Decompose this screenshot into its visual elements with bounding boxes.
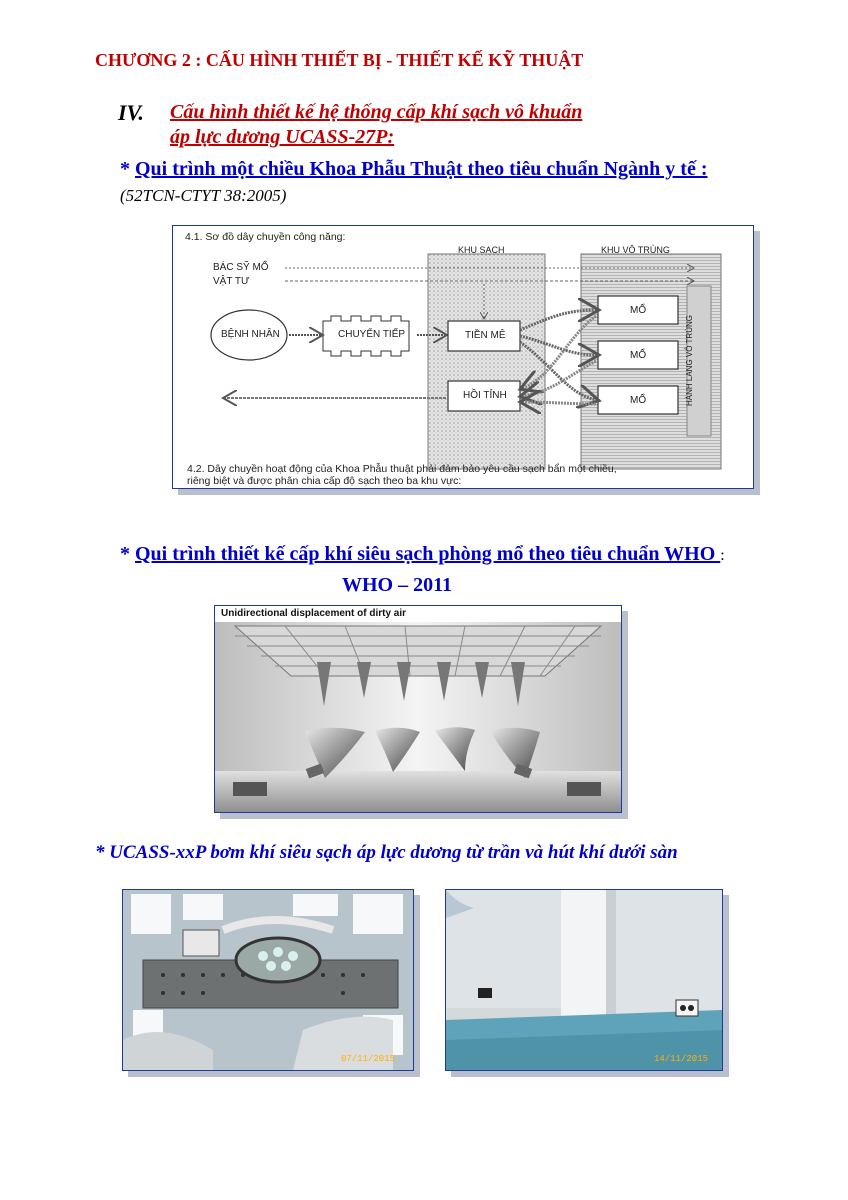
diagram-note-line1: 4.2. Dây chuyền hoạt động của Khoa Phẫu thuật phải đảm bảo yêu cầu sạch bẩn một chiều, bbox=[187, 463, 617, 475]
process1-standard: (52TCN-CTYT 38:2005) bbox=[120, 186, 287, 205]
pre-anesthesia-label: TIỀN MÊ bbox=[465, 330, 506, 341]
process2-title: Qui trình thiết kế cấp khí siêu sạch phòng mổ theo tiêu chuẩn WHO bbox=[135, 543, 721, 565]
or-room-2-label: MỔ bbox=[630, 350, 647, 361]
recovery-label: HỒI TỈNH bbox=[463, 390, 507, 401]
process1-heading bbox=[120, 158, 820, 181]
section-title bbox=[170, 100, 690, 150]
supplies-label: VẬT TƯ bbox=[213, 276, 250, 287]
workflow-diagram bbox=[172, 225, 754, 489]
process2-bullet: * bbox=[120, 543, 135, 565]
process2-trail: : bbox=[720, 547, 725, 564]
transfer-label: CHUYỂN TIẾP bbox=[338, 329, 406, 340]
diagram-note-line2: riêng biệt và được phân chia cấp độ sạch theo ba khu vực: bbox=[187, 475, 462, 487]
ceiling-photo bbox=[122, 889, 414, 1071]
or-room-1-label: MỔ bbox=[630, 305, 647, 316]
section-number: IV. bbox=[118, 100, 144, 125]
ceiling-photo-graphic bbox=[123, 890, 413, 1070]
diagram-heading: 4.1. Sơ đồ dây chuyền công năng: bbox=[185, 231, 346, 243]
process1-title: Qui trình một chiều Khoa Phẫu Thuật theo tiêu chuẩn Ngành y tế : bbox=[135, 158, 708, 180]
left-photo-date: 07/11/2015 bbox=[340, 1054, 395, 1064]
process1-bullet: * bbox=[120, 158, 135, 180]
process2-heading bbox=[120, 543, 820, 566]
who-airflow-graphic bbox=[215, 606, 621, 812]
who-airflow-image bbox=[214, 605, 622, 813]
patient-label: BỆNH NHÂN bbox=[221, 329, 280, 340]
sterile-zone-label: KHU VÔ TRÙNG bbox=[601, 245, 670, 255]
floor-photo-graphic bbox=[446, 890, 722, 1070]
clean-zone-label: KHU SẠCH bbox=[458, 245, 505, 255]
right-photo-date: 14/11/2015 bbox=[653, 1054, 708, 1064]
chapter-heading: CHƯƠNG 2 : CẤU HÌNH THIẾT BỊ - THIẾT KẾ KỸ THUẬT bbox=[95, 50, 584, 70]
clean-zone bbox=[428, 254, 545, 469]
section-title-line1: Cấu hình thiết kế hệ thống cấp khí sạch vô khuẩn bbox=[170, 101, 583, 123]
or-room-3-label: MỔ bbox=[630, 395, 647, 406]
surgeon-label: BÁC SỸ MỔ bbox=[213, 262, 269, 273]
who-image-caption: Unidirectional displacement of dirty air bbox=[221, 608, 407, 619]
who-year: WHO – 2011 bbox=[342, 574, 453, 596]
floor-photo bbox=[445, 889, 723, 1071]
section-title-line2: áp lực dương UCASS-27P: bbox=[170, 126, 395, 148]
sterile-corridor-label: HÀNH LANG VÔ TRÙNG bbox=[684, 315, 694, 406]
ucass-caption: * UCASS-xxP bơm khí siêu sạch áp lực dương từ trần và hút khí dưới sàn bbox=[95, 842, 678, 863]
